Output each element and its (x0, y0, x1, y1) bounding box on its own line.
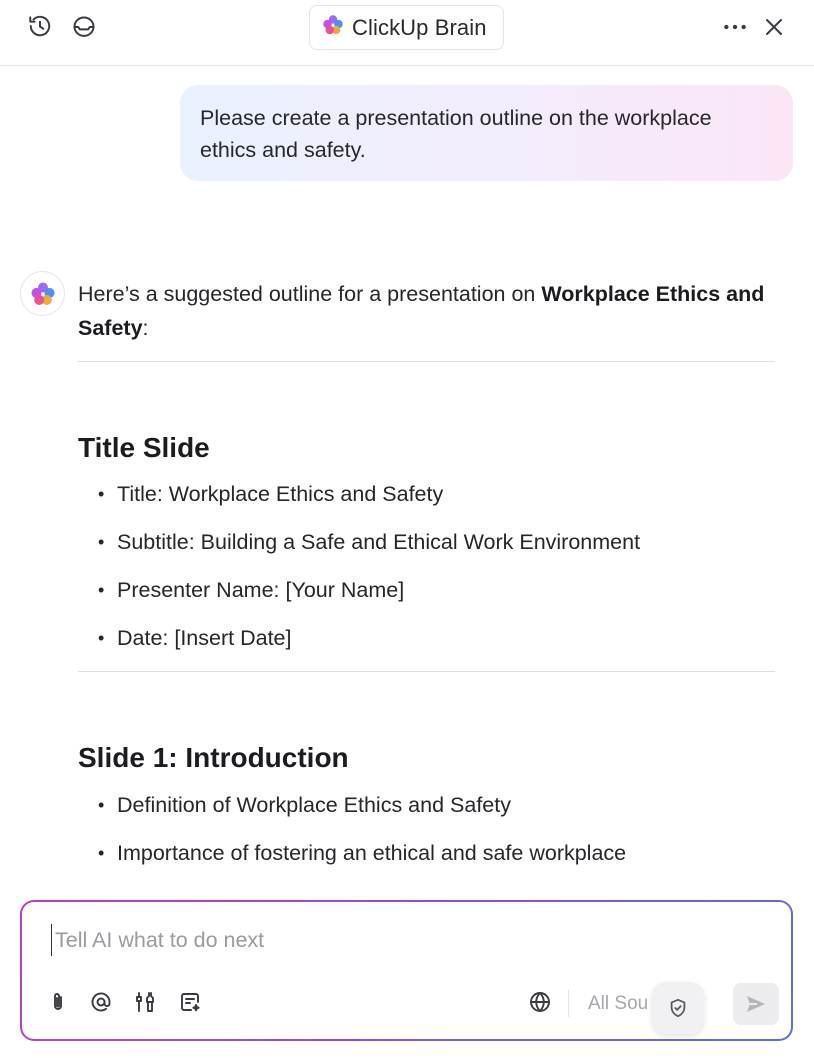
list-item-text: Title: Workplace Ethics and Safety (117, 482, 444, 506)
prompt-input[interactable] (51, 924, 651, 956)
new-chat-icon[interactable] (70, 13, 98, 41)
bullet-dot: • (98, 795, 105, 815)
bullet-dot: • (98, 843, 105, 863)
brain-title-button[interactable] (309, 5, 504, 50)
section-heading: Slide 1: Introduction (78, 742, 349, 773)
section-heading: Title Slide (78, 432, 210, 463)
composer-body (22, 902, 791, 1039)
list-item-text: Date: [Insert Date] (117, 626, 292, 650)
window-title: ClickUp Brain (352, 14, 487, 40)
assistant-intro-text: Here’s a suggested outline for a presentation on (78, 282, 542, 306)
bullet-dot: • (98, 484, 105, 504)
assistant-intro-colon: : (142, 316, 149, 340)
assistant-intro (78, 277, 778, 345)
brain-logo-icon (322, 14, 344, 41)
assistant-intro-bold: Workplace Ethics and Safety (78, 282, 765, 340)
attachment-icon[interactable] (43, 987, 73, 1017)
shield-check-icon[interactable] (652, 982, 704, 1034)
section-bullet-list (98, 790, 626, 886)
chat-header (0, 0, 814, 66)
bullet-dot: • (98, 580, 105, 600)
user-message-bubble: Please create a presentation outline on the workplace ethics and safety. (180, 85, 793, 181)
divider (78, 361, 775, 362)
send-button[interactable] (733, 983, 779, 1025)
bullet-dot: • (98, 532, 105, 552)
globe-icon[interactable] (525, 987, 555, 1017)
close-icon[interactable] (760, 13, 788, 41)
mention-icon[interactable] (86, 987, 116, 1017)
list-item-text: Importance of fostering an ethical and safe workplace (117, 841, 627, 865)
divider (568, 990, 569, 1017)
tools-icon[interactable] (130, 987, 160, 1017)
list-item-text: Subtitle: Building a Safe and Ethical Work Environment (117, 530, 641, 554)
sources-label: All Sou (588, 993, 649, 1014)
divider (78, 671, 775, 672)
send-icon (744, 992, 768, 1016)
list-item (98, 790, 626, 838)
list-item-text: Definition of Workplace Ethics and Safety (117, 793, 511, 817)
list-item (98, 623, 640, 671)
history-icon[interactable] (26, 12, 54, 40)
section-bullet-list (98, 479, 640, 671)
more-icon[interactable] (721, 13, 749, 41)
list-item (98, 479, 640, 527)
brain-avatar-icon (20, 271, 65, 316)
list-item (98, 527, 640, 575)
notes-sparkle-icon[interactable] (175, 987, 205, 1017)
list-item-text: Presenter Name: [Your Name] (117, 578, 405, 602)
composer (20, 900, 793, 1041)
bullet-dot: • (98, 628, 105, 648)
list-item (98, 575, 640, 623)
list-item (98, 838, 626, 886)
